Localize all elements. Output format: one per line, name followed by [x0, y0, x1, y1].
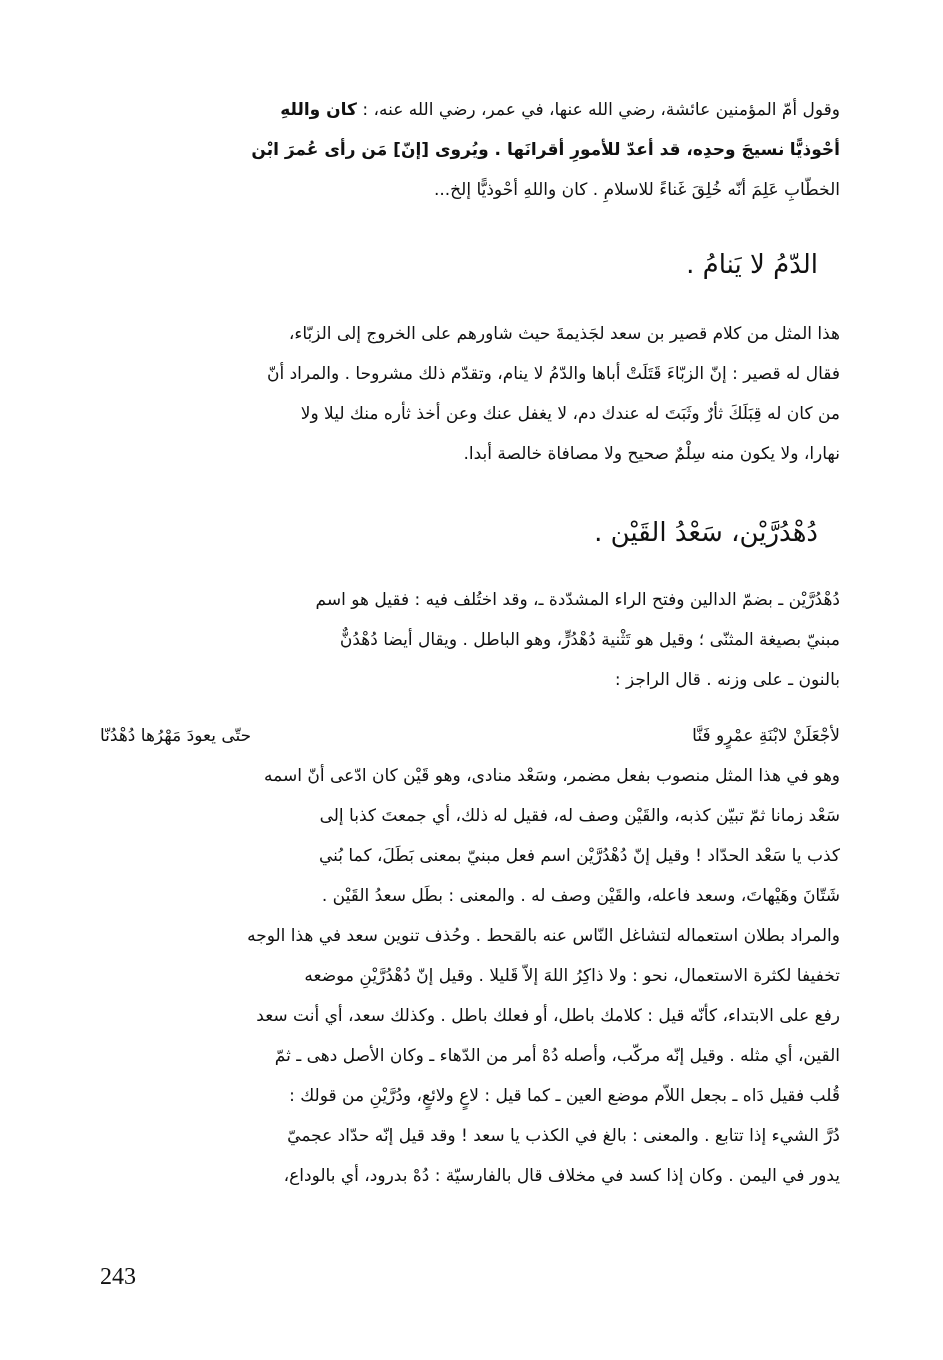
text-line: شَتّانَ وهَيْهاتَ، وسعد فاعله، والقَيْن وصف له . والمعنى : بطَل سعدُ القَيْن .: [321, 886, 840, 906]
paragraph-1: [100, 90, 840, 210]
text-line: رفع على الابتداء، كأنّه قيل : كلامك باطل، أو فعلك باطل . وكذلك سعد، أي أنت سعد: [256, 1006, 840, 1026]
paragraph-4: [100, 756, 840, 1196]
proverb-heading-1: الدّمُ لا يَنامُ .: [686, 250, 818, 280]
text-line: الخطّابِ عَلِمَ أنّه خُلِقَ غَناءً للاسلامِ . كان واللهِ أحْوذيًّا إلخ...: [433, 180, 840, 200]
text-line: كذب يا سَعْد الحدّاد ! وقيل إنّ دُهْدُرَّيْن اسم فعل مبنيّ بمعنى بَطَلَ، كما بُني: [319, 846, 840, 866]
text-line: والمراد بطلان استعماله لتشاغل النّاس عنه بالقحط . وحُذف تنوين سعد في هذا الوجه: [247, 926, 840, 946]
proverb-heading-2: دُهْدُرَّيْن، سَعْدُ القَيْن .: [594, 518, 818, 548]
text-line: [100, 130, 840, 170]
text-line: دُهْدُرَّيْن ـ بضمّ الدالين وفتح الراء المشدّدة ـ، وقد اختُلف فيه : فقيل هو اسم: [315, 590, 840, 610]
poetry-verse: [100, 716, 840, 756]
text-line-content: وقول أمّ المؤمنين عائشة، رضي الله عنها، في عمر، رضي الله عنه، :: [362, 100, 840, 120]
text-line: تخفيفا لكثرة الاستعمال، نحو : ولا ذاكِرُ اللهَ إلاّ قَليلا . وقيل إنّ دُهْدُرَّيْنِ موضعه: [304, 966, 840, 986]
text-line: القين، أي مثله . وقيل إنّه مركّب، وأصله دُهْ أمر من الدّهاء ـ وكان الأصل دهى ـ ثمّ: [274, 1046, 840, 1066]
paragraph-2: [100, 314, 840, 474]
text-line: نهارا، ولا يكون منه سِلْمٌ صحيح ولا مصافاة خالصة أبدا.: [463, 444, 840, 464]
text-line: قُلب فقيل دَاه ـ بجعل اللاّم موضع العين ـ كما قيل : لاعٍ ولائعٍ، ودُرَّيْنِ من قولك :: [289, 1086, 840, 1106]
text-line: يدور في اليمن . وكان إذا كسد في مخلاف قال بالفارسيّة : دُهْ بدرود، أي بالوداع،: [283, 1166, 840, 1186]
page-number: 243: [100, 1264, 136, 1290]
text-line: وهو في هذا المثل منصوب بفعل مضمر، وسَعْد منادى، وهو قَيْن كان ادّعى أنّ اسمه: [264, 766, 840, 786]
text-line: [100, 90, 840, 130]
text-line: فقال له قصير : إنّ الزبّاءَ قَتَلَتْ أباها والدّمُ لا ينام، وتقدّم ذلك مشروحا . والمراد أنّ: [266, 364, 840, 384]
verse-hemistich-second: حتّى يعودَ مَهْرُها دُهْدُنّا: [100, 726, 252, 746]
text-line: هذا المثل من كلام قصير بن سعد لجَذيمةَ حيث شاورهم على الخروج إلى الزبّاء،: [288, 324, 840, 344]
bold-phrase: كان واللهِ: [280, 100, 357, 120]
text-line: مبنيّ بصيغة المثنّى ؛ وقيل هو تَثْنية دُهْدُرٍّ، وهو الباطل . ويقال أيضا دُهْدُنٌّ: [339, 630, 840, 650]
text-line: سَعْد زمانا ثمّ تبيّن كذبه، والقَيْن وصف له، فقيل له ذلك، أي جمعتَ كذبا إلى: [319, 806, 840, 826]
text-line: دُرَّ الشيء إذا تتابع . والمعنى : بالغ في الكذب يا سعد ! وقد قيل إنّه حدّاد عجميّ: [287, 1126, 840, 1146]
text-line-content: نسيجَ وحدِه، قد أعدّ للأمورِ أقرانَها . ويُروى [إنّ] مَن رأى عُمرَ ابْن: [251, 140, 785, 160]
text-line: بالنون ـ على وزنه . قال الراجز :: [614, 670, 840, 690]
bold-phrase: أحْوذيًّا: [789, 140, 840, 160]
text-line: من كان له قِبَلَكَ ثأرٌ وثَبَتَ له عندك دم، لا يغفل عنك وعن أخذ ثأره منك ليلا ولا: [300, 404, 840, 424]
paragraph-3: [100, 580, 840, 700]
verse-hemistich-first: لأجْعَلَنْ لابْنَةِ عمْرٍو فَنَّا: [692, 726, 840, 746]
